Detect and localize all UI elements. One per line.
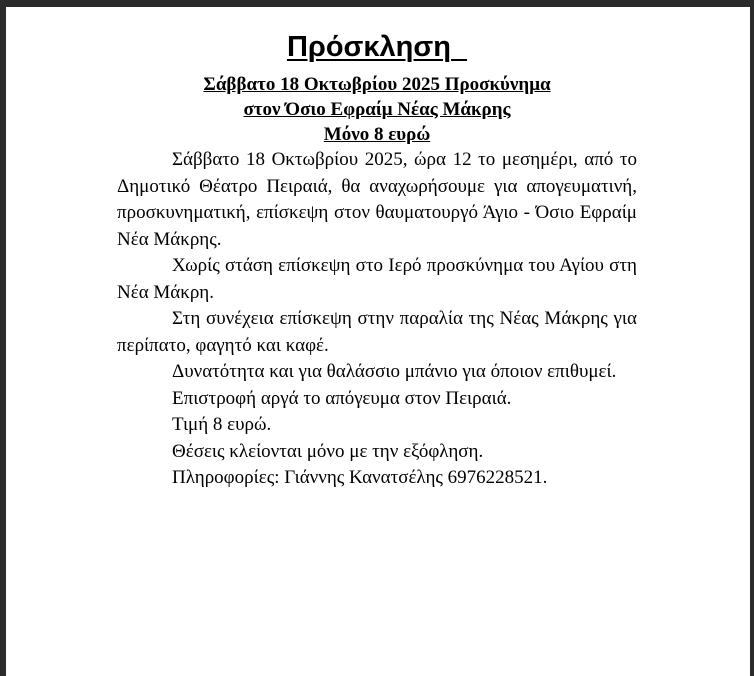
- paragraph-departure: Σάββατο 18 Οκτωβρίου 2025, ώρα 12 το μεσημέρι, από το Δημοτικό Θέατρο Πειραιά, θα αναχωρήσουμε για απογευματινή, προσκυνηματική, επίσκεψη στον θαυματουργό Άγιο - Όσιο Εφραίμ Νέα Μάκρης.: [117, 149, 637, 250]
- subtitle-block: [117, 72, 637, 147]
- document-page: [117, 30, 637, 492]
- subtitle-line-destination: στον Όσιο Εφραίμ Νέας Μάκρης: [243, 99, 511, 120]
- paragraph-return: Επιστροφή αργά το απόγευμα στον Πειραιά.: [172, 387, 512, 409]
- paragraph-visit: Χωρίς στάση επίσκεψη στο Ιερό προσκύνημα του Αγίου στη Νέα Μάκρη.: [117, 255, 637, 303]
- document-title-text: Πρόσκληση: [286, 31, 468, 63]
- viewer-right-border: [750, 0, 754, 676]
- document-title: [117, 30, 637, 64]
- paragraph-price: Τιμή 8 ευρώ.: [172, 414, 272, 435]
- document-body: [117, 147, 637, 492]
- subtitle-line-date: Σάββατο 18 Οκτωβρίου 2025 Προσκύνημα: [203, 74, 551, 95]
- subtitle-line-price: Μόνο 8 ευρώ: [323, 124, 431, 145]
- viewer-left-border: [0, 0, 6, 676]
- paragraph-booking: Θέσεις κλείονται μόνο με την εξόφληση.: [172, 440, 484, 462]
- viewer-top-border: [0, 0, 754, 7]
- paragraph-beach: Στη συνέχεια επίσκεψη στην παραλία της Νέας Μάκρης για περίπατο, φαγητό και καφέ.: [117, 308, 637, 356]
- paragraph-swim: Δυνατότητα και για θαλάσσιο μπάνιο για όποιον επιθυμεί.: [172, 361, 617, 382]
- paragraph-contact: Πληροφορίες: Γιάννης Κανατσέλης 6976228521.: [172, 467, 548, 488]
